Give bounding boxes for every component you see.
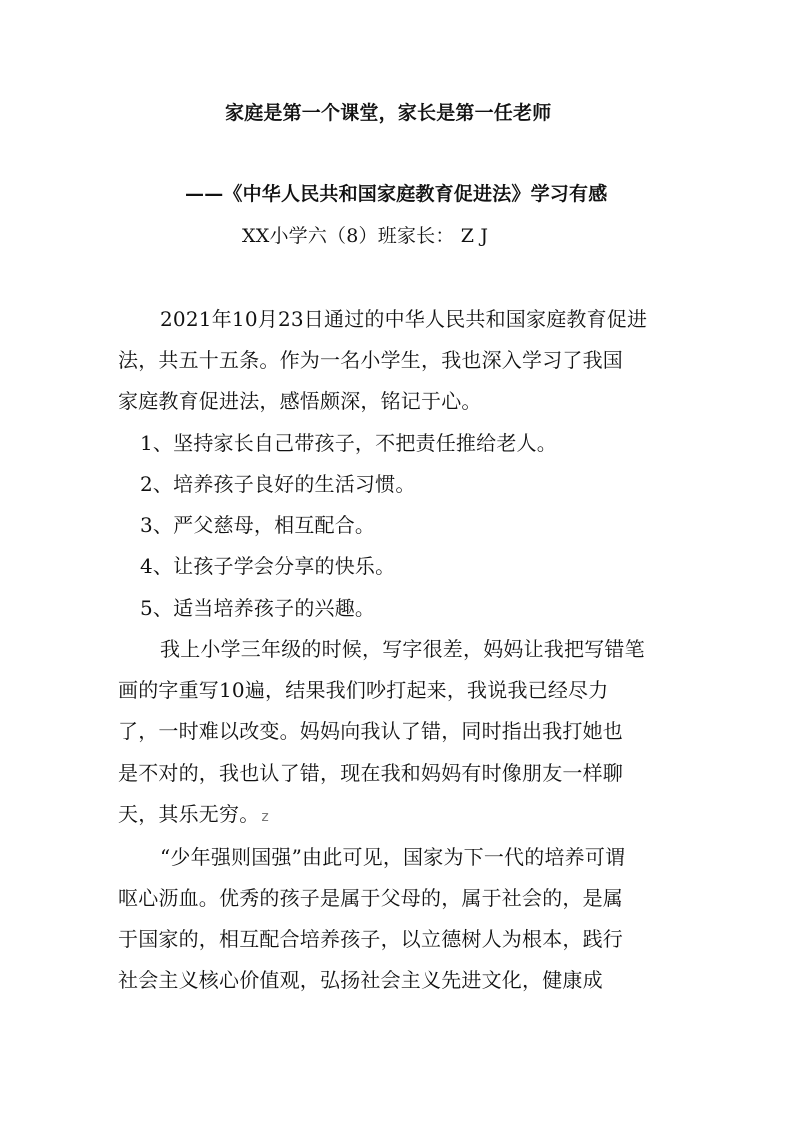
paragraph-line: 家庭教育促进法，感悟颇深，铭记于心。 — [118, 389, 482, 413]
paragraph-line: 是不对的，我也认了错，现在我和妈妈有时像朋友一样聊 — [118, 761, 623, 785]
document-title: 家庭是第一个课堂，家长是第一任老师 — [225, 102, 552, 124]
list-item: 2、培养孩子良好的生活习惯。 — [140, 472, 416, 496]
paragraph-text: 天，其乐无穷。 — [118, 802, 260, 826]
document-subtitle: ——《中华人民共和国家庭教育促进法》学习有感 — [185, 183, 608, 205]
list-item: 1、坚持家长自己带孩子，不把责任推给老人。 — [140, 431, 557, 455]
author-line: XX小学六（8）班家长： Z J — [242, 225, 489, 247]
paragraph-line: 呕心沥血。优秀的孩子是属于父母的，属于社会的，是属 — [118, 886, 623, 910]
paragraph-line: 我上小学三年级的时候，写字很差，妈妈让我把写错笔 — [160, 637, 645, 661]
paragraph-line — [118, 800, 269, 831]
paragraph-line: 了，一时难以改变。妈妈向我认了错，同时指出我打她也 — [118, 719, 623, 743]
list-item: 5、适当培养孩子的兴趣。 — [140, 596, 376, 620]
list-item: 4、让孩子学会分享的快乐。 — [140, 554, 396, 578]
paragraph-line: 法，共五十五条。作为一名小学生，我也深入学习了我国 — [118, 348, 623, 372]
paragraph-line: “少年强则国强”由此可见，国家为下一代的培养可谓 — [160, 845, 626, 869]
list-item: 3、严父慈母，相互配合。 — [140, 513, 376, 537]
stray-mark: z — [261, 809, 269, 825]
paragraph-line: 2021年10月23日通过的中华人民共和国家庭教育促进 — [160, 307, 648, 331]
paragraph-line: 画的字重写10遍，结果我们吵打起来，我说我已经尽力 — [118, 678, 609, 702]
paragraph-line: 社会主义核心价值观，弘扬社会主义先进文化，健康成 — [118, 968, 603, 992]
paragraph-line: 于国家的，相互配合培养孩子，以立德树人为根本，践行 — [118, 927, 623, 951]
